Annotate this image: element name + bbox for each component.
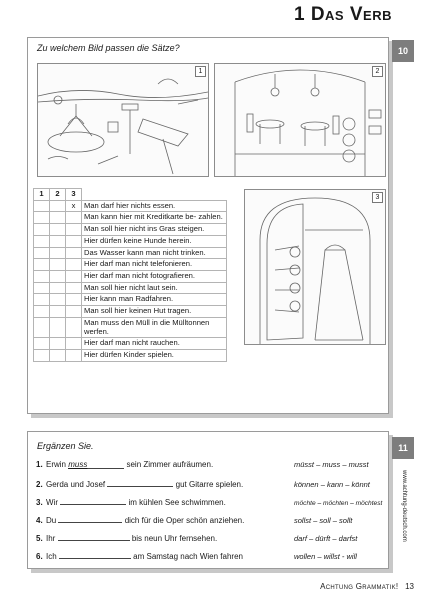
exercise-item bbox=[36, 496, 392, 507]
sentence-cell: Man muss den Müll in die Mülltonnen werfen. bbox=[82, 317, 227, 337]
website-url: www.achtung-deutsch.com bbox=[401, 470, 407, 542]
item-number: 4. bbox=[36, 516, 43, 525]
chapter-title bbox=[294, 4, 392, 26]
answer-options: können – kann – könnt bbox=[294, 480, 370, 489]
check-cell[interactable] bbox=[66, 350, 82, 362]
check-cell[interactable] bbox=[66, 271, 82, 283]
check-cell[interactable] bbox=[50, 338, 66, 350]
table-row bbox=[34, 235, 227, 247]
sentence-start: Wir bbox=[46, 498, 58, 507]
check-cell[interactable] bbox=[50, 317, 66, 337]
answer-blank[interactable] bbox=[58, 532, 130, 541]
sentence-end: gut Gitarre spielen. bbox=[175, 480, 244, 489]
sentence-end: bis neun Uhr fernsehen. bbox=[131, 534, 218, 543]
check-cell[interactable] bbox=[50, 235, 66, 247]
sentence-cell: Man soll hier nicht ins Gras steigen. bbox=[82, 224, 227, 236]
sentence-end: dich für die Oper schön anziehen. bbox=[124, 516, 245, 525]
check-cell[interactable] bbox=[66, 317, 82, 337]
table-row bbox=[34, 212, 227, 224]
sentence-cell: Man kann hier mit Kreditkarte be- zahlen. bbox=[82, 212, 227, 224]
table-row bbox=[34, 306, 227, 318]
sentence-start: Du bbox=[46, 516, 57, 525]
chapter-number: 1 bbox=[293, 4, 306, 25]
exercise-10-number: 10 bbox=[392, 40, 414, 62]
check-cell[interactable] bbox=[66, 212, 82, 224]
check-cell[interactable] bbox=[34, 306, 50, 318]
check-cell[interactable] bbox=[34, 294, 50, 306]
chapter-name: Das Verb bbox=[310, 4, 392, 25]
exercise-11-instruction: Ergänzen Sie. bbox=[37, 441, 94, 451]
answer-blank[interactable]: muss bbox=[68, 460, 124, 469]
column-header-3: 3 bbox=[66, 189, 82, 201]
check-cell[interactable] bbox=[50, 271, 66, 283]
sentence-cell: Man soll hier keinen Hut tragen. bbox=[82, 306, 227, 318]
check-cell[interactable] bbox=[66, 306, 82, 318]
check-cell[interactable] bbox=[34, 235, 50, 247]
check-cell[interactable] bbox=[34, 224, 50, 236]
exercise-10-instruction: Zu welchem Bild passen die Sätze? bbox=[37, 43, 180, 53]
sentence-end: am Samstag nach Wien fahren bbox=[133, 552, 243, 561]
column-header-1: 1 bbox=[34, 189, 50, 201]
item-number: 3. bbox=[36, 498, 43, 507]
page-number: 13 bbox=[405, 582, 414, 591]
answer-options: darf – dürft – darfst bbox=[294, 534, 358, 543]
check-cell[interactable] bbox=[66, 294, 82, 306]
exercise-item bbox=[36, 478, 392, 489]
sentence-cell: Hier darf man nicht rauchen. bbox=[82, 338, 227, 350]
check-cell[interactable] bbox=[34, 317, 50, 337]
item-number: 5. bbox=[36, 534, 43, 543]
check-cell[interactable] bbox=[66, 259, 82, 271]
sentence-cell: Man soll hier nicht laut sein. bbox=[82, 282, 227, 294]
table-row bbox=[34, 224, 227, 236]
item-number: 1. bbox=[36, 460, 43, 469]
picture-3-door bbox=[244, 189, 386, 345]
sentence-start: Gerda und Josef bbox=[46, 480, 106, 489]
check-cell[interactable] bbox=[50, 200, 66, 212]
answer-options: sollst – soll – sollt bbox=[294, 516, 353, 525]
sentence-cell: Hier dürfen keine Hunde herein. bbox=[82, 235, 227, 247]
exercise-item bbox=[36, 460, 392, 469]
sentence-cell: Man darf hier nichts essen. bbox=[82, 200, 227, 212]
check-cell[interactable] bbox=[50, 350, 66, 362]
answer-blank[interactable] bbox=[107, 478, 173, 487]
item-sentence bbox=[46, 460, 294, 469]
column-header-2: 2 bbox=[50, 189, 66, 201]
check-cell[interactable]: x bbox=[66, 200, 82, 212]
table-row bbox=[34, 200, 227, 212]
check-cell[interactable] bbox=[66, 338, 82, 350]
check-cell[interactable] bbox=[34, 259, 50, 271]
table-row bbox=[34, 259, 227, 271]
page-footer bbox=[320, 582, 414, 591]
check-cell[interactable] bbox=[66, 224, 82, 236]
check-cell[interactable] bbox=[50, 259, 66, 271]
check-cell[interactable] bbox=[34, 212, 50, 224]
picture-1-park bbox=[37, 63, 209, 177]
answer-blank[interactable] bbox=[58, 514, 122, 523]
picture-2-restaurant bbox=[214, 63, 386, 177]
header-spacer bbox=[82, 189, 227, 201]
item-sentence bbox=[46, 550, 294, 561]
exercise-item bbox=[36, 532, 392, 543]
table-row bbox=[34, 317, 227, 337]
check-cell[interactable] bbox=[50, 224, 66, 236]
check-cell[interactable] bbox=[66, 282, 82, 294]
check-cell[interactable] bbox=[50, 247, 66, 259]
table-row bbox=[34, 282, 227, 294]
table-row bbox=[34, 294, 227, 306]
item-sentence bbox=[46, 514, 294, 525]
sentence-cell: Hier dürfen Kinder spielen. bbox=[82, 350, 227, 362]
check-cell[interactable] bbox=[66, 235, 82, 247]
check-cell[interactable] bbox=[34, 338, 50, 350]
table-row bbox=[34, 247, 227, 259]
item-sentence bbox=[46, 496, 294, 507]
exercise-11-number: 11 bbox=[392, 437, 414, 459]
table-row bbox=[34, 338, 227, 350]
item-number: 2. bbox=[36, 480, 43, 489]
table-row bbox=[34, 271, 227, 283]
sentence-cell: Das Wasser kann man nicht trinken. bbox=[82, 247, 227, 259]
sentence-end: im kühlen See schwimmen. bbox=[128, 498, 226, 507]
check-cell[interactable] bbox=[34, 350, 50, 362]
item-sentence bbox=[46, 532, 294, 543]
park-drawing bbox=[38, 64, 208, 176]
exercise-item bbox=[36, 514, 392, 525]
picture-number: 2 bbox=[372, 66, 383, 77]
sentence-end: sein Zimmer aufräumen. bbox=[126, 460, 214, 469]
table-row bbox=[34, 350, 227, 362]
picture-number: 3 bbox=[372, 192, 383, 203]
check-cell[interactable] bbox=[34, 282, 50, 294]
check-cell[interactable] bbox=[50, 294, 66, 306]
item-number: 6. bbox=[36, 552, 43, 561]
check-cell[interactable] bbox=[34, 247, 50, 259]
sentence-cell: Hier kann man Radfahren. bbox=[82, 294, 227, 306]
sentence-start: Erwin bbox=[46, 460, 67, 469]
check-cell[interactable] bbox=[66, 247, 82, 259]
check-cell[interactable] bbox=[34, 200, 50, 212]
check-cell[interactable] bbox=[50, 306, 66, 318]
check-cell[interactable] bbox=[50, 212, 66, 224]
answer-blank[interactable] bbox=[59, 550, 131, 559]
sentence-cell: Hier darf man nicht telefonieren. bbox=[82, 259, 227, 271]
check-cell[interactable] bbox=[34, 271, 50, 283]
book-title: Achtung Grammatik! bbox=[320, 582, 399, 591]
answer-blank[interactable] bbox=[60, 496, 126, 505]
matching-table bbox=[33, 188, 227, 362]
check-cell[interactable] bbox=[50, 282, 66, 294]
item-sentence bbox=[46, 478, 294, 489]
door-drawing bbox=[245, 190, 385, 344]
restaurant-drawing bbox=[215, 64, 385, 176]
sentence-cell: Hier darf man nicht fotografieren. bbox=[82, 271, 227, 283]
exercise-item bbox=[36, 550, 392, 561]
picture-number: 1 bbox=[195, 66, 206, 77]
answer-options: wollen – willst - will bbox=[294, 552, 357, 561]
sentence-start: Ich bbox=[46, 552, 57, 561]
sentence-start: Ihr bbox=[46, 534, 56, 543]
answer-options: müsst – muss – musst bbox=[294, 460, 369, 469]
answer-options: möchte – möchten – möchtest bbox=[294, 500, 383, 507]
